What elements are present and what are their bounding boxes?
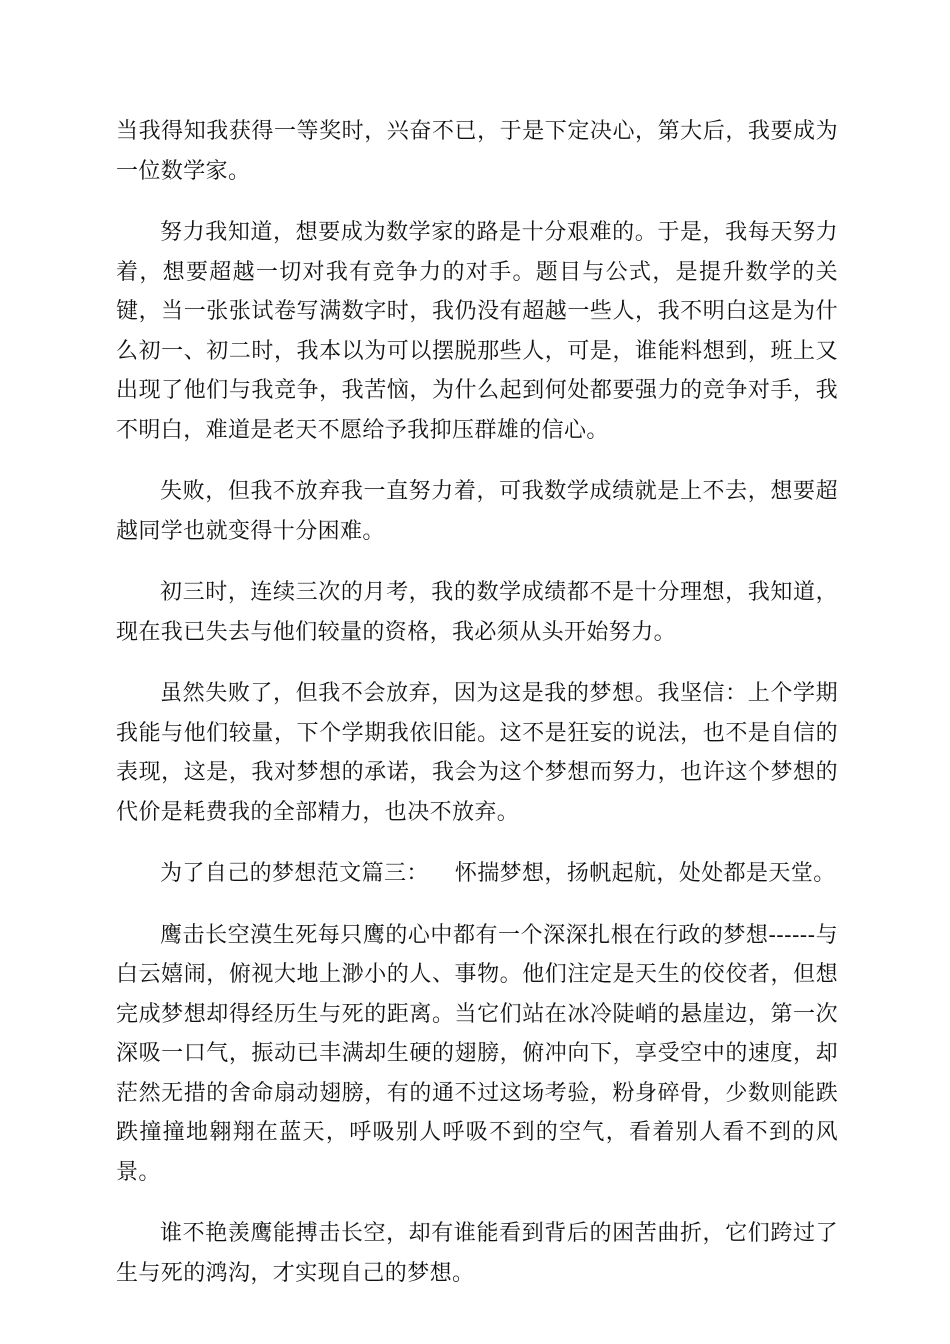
section-heading-subtitle: 怀揣梦想，扬帆起航，处处都是天堂。	[454, 861, 836, 886]
paragraph-4: 初三时，连续三次的月考，我的数学成绩都不是十分理想，我知道，现在我已失去与他们较量的资格，我必须从头开始努力。	[116, 580, 838, 645]
section-heading	[116, 854, 838, 894]
paragraph-2: 努力我知道，想要成为数学家的路是十分艰难的。于是，我每天努力着，想要超越一切对我有竞争力的对手。题目与公式，是提升数学的关键，当一张张试卷写满数字时，我仍没有超越一些人，我不明白这是为什么初一、初二时，我本以为可以摆脱那些人，可是，谁能料想到，班上又出现了他们与我竞争，我苦恼，为什么起到何处都要强力的竞争对手，我不明白，难道是老天不愿给予我抑压群雄的信心。	[116, 220, 838, 443]
paragraph-5: 虽然失败了，但我不会放弃，因为这是我的梦想。我坚信：上个学期我能与他们较量，下个学期我依旧能。这不是狂妄的说法，也不是自信的表现，这是，我对梦想的承诺，我会为这个梦想而努力，也许这个梦想的代价是耗费我的全部精力，也决不放弃。	[116, 681, 838, 825]
paragraph-3: 失败，但我不放弃我一直努力着，可我数学成绩就是上不去，想要超越同学也就变得十分困难。	[116, 479, 838, 544]
paragraph-7: 谁不艳羡鹰能搏击长空，却有谁能看到背后的困苦曲折，它们跨过了生与死的鸿沟，才实现自己的梦想。	[116, 1221, 838, 1286]
paragraph-6: 鹰击长空漠生死每只鹰的心中都有一个深深扎根在行政的梦想------与白云嬉闹，俯视大地上渺小的人、事物。他们注定是天生的佼佼者，但想完成梦想却得经历生与死的距离。当它们站在冰冷陡峭的悬崖边，第一次深吸一口气，振动已丰满却生硬的翅膀，俯冲向下，享受空中的速度，却茫然无措的舍命扇动翅膀，有的通不过这场考验，粉身碎骨，少数则能跌跌撞撞地翱翔在蓝天，呼吸别人呼吸不到的空气，看着别人看不到的风景。	[116, 922, 838, 1185]
paragraph-1: 当我得知我获得一等奖时，兴奋不已，于是下定决心，第大后，我要成为一位数学家。	[116, 119, 838, 184]
document-body	[116, 112, 838, 1315]
section-heading-label: 为了自己的梦想范文篇三：	[160, 861, 429, 886]
